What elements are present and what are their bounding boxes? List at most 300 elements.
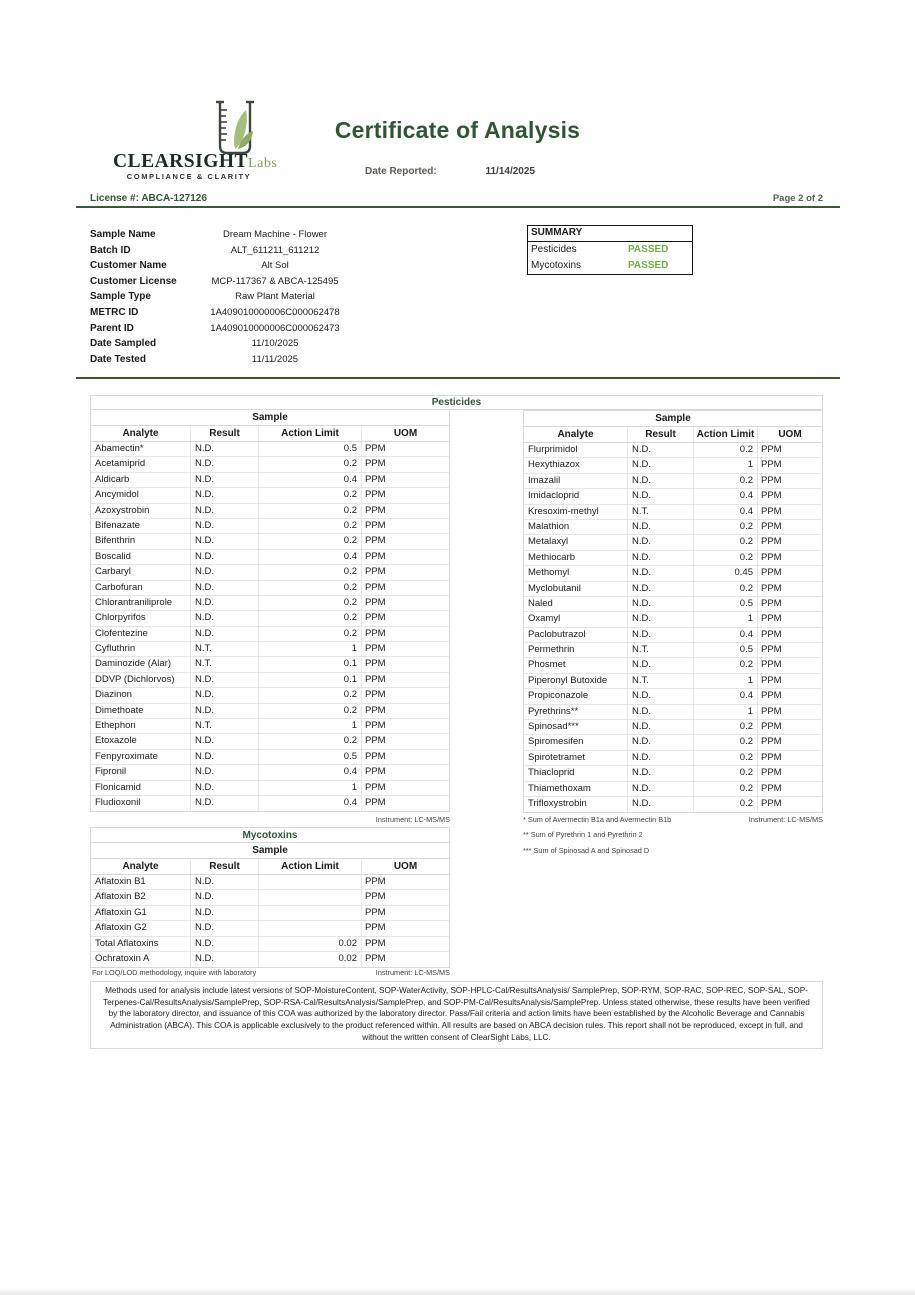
result-cell: N.D. — [191, 765, 259, 779]
table-row — [91, 657, 449, 672]
column-header: Result — [191, 426, 259, 441]
table-row — [91, 581, 449, 596]
uom-cell: PPM — [761, 782, 782, 794]
loq-lod-note: For LOQ/LOD methodology, inquire with laboratory — [92, 968, 257, 977]
action-limit-cell: 0.2 — [259, 611, 362, 625]
result-cell: N.D. — [191, 906, 259, 920]
sample-info-value: 1A409010000006C000062473 — [210, 322, 340, 334]
instrument-note-left: Instrument: LC-MS/MS — [375, 815, 450, 824]
uom-cell: PPM — [365, 922, 386, 934]
table-row — [524, 628, 822, 643]
uom-cell: PPM — [365, 735, 386, 747]
uom-cell: PPM — [365, 489, 386, 501]
action-limit-cell: 0.2 — [694, 443, 758, 457]
table-row — [91, 796, 449, 811]
sample-info-row — [90, 227, 365, 243]
logo-name — [113, 151, 277, 173]
analyte-cell: Aflatoxin G1 — [91, 906, 191, 920]
sample-info-value: 1A409010000006C000062478 — [210, 306, 340, 318]
uom-cell: PPM — [365, 891, 386, 903]
result-cell: N.T. — [191, 642, 259, 656]
action-limit-cell — [259, 906, 362, 920]
pesticides-title: Pesticides — [90, 395, 823, 410]
result-cell: N.D. — [191, 750, 259, 764]
action-limit-cell: 0.4 — [694, 628, 758, 642]
table-row — [91, 473, 449, 488]
analyte-cell: Trifloxystrobin — [524, 797, 628, 812]
sample-info-value: 11/11/2025 — [251, 353, 299, 365]
analyte-cell: Permethrin — [524, 643, 628, 657]
result-cell: N.D. — [191, 488, 259, 502]
analyte-cell: Pyrethrins** — [524, 705, 628, 719]
analyte-cell: Carbofuran — [91, 581, 191, 595]
summary-analysis-label: Pesticides — [531, 244, 577, 255]
analyte-cell: Kresoxim-methyl — [524, 505, 628, 519]
table-row — [524, 643, 822, 658]
action-limit-cell: 0.45 — [694, 566, 758, 580]
analyte-cell: Cyfluthrin — [91, 642, 191, 656]
table-row — [524, 751, 822, 766]
result-cell: N.D. — [628, 797, 694, 812]
table-row — [524, 582, 822, 597]
uom-cell: PPM — [761, 520, 782, 532]
table-row — [91, 688, 449, 703]
table-row — [91, 673, 449, 688]
table-row — [524, 674, 822, 689]
column-header: Analyte — [91, 426, 191, 441]
footnote-abamectin: * Sum of Avermectin B1a and Avermectin B1b — [523, 815, 672, 824]
action-limit-cell: 0.4 — [694, 505, 758, 519]
action-limit-cell: 1 — [694, 612, 758, 626]
table-row — [524, 535, 822, 550]
table-row — [91, 937, 449, 952]
action-limit-cell: 0.2 — [694, 751, 758, 765]
result-cell: N.D. — [191, 611, 259, 625]
uom-cell: PPM — [761, 567, 782, 579]
analyte-cell: Imazalil — [524, 474, 628, 488]
table-row — [91, 765, 449, 780]
table-row — [91, 890, 449, 905]
action-limit-cell: 0.5 — [259, 442, 362, 456]
action-limit-cell: 0.2 — [694, 735, 758, 749]
sample-info-label: Sample Name — [90, 229, 156, 240]
result-cell: N.D. — [628, 628, 694, 642]
analyte-cell: Daminozide (Alar) — [91, 657, 191, 671]
analyte-cell: Aflatoxin B2 — [91, 890, 191, 904]
uom-cell: PPM — [365, 566, 386, 578]
result-cell: N.T. — [628, 643, 694, 657]
analyte-cell: Clofentezine — [91, 627, 191, 641]
table-row — [91, 519, 449, 534]
action-limit-cell: 0.2 — [694, 582, 758, 596]
uom-cell: PPM — [365, 458, 386, 470]
pesticides-footnote: *** Sum of Spinosad A and Spinosad D — [523, 846, 650, 856]
disclaimer-box: Methods used for analysis include latest versions of SOP-MoistureContent, SOP-WaterActivity, SOP-HPLC-Cal/ResultsAnalysis/ SamplePrep, SOP-RYM, SOP-RAC, SOP-REC, SOP-SAL, SOP-Terpenes-Cal/ResultsAnalysis/SamplePrep, SOP-RSA-Cal/ResultsAnalysis/SamplePrep, and SOP-PM-Cal/ResultsAnalysis/SamplePrep. Unless stated otherwise, these results have been verified by the laboratory director, and issuance of this COA was authorized by the laboratory director. Pass/Fail criteria and action limits have been established by the Alcoholic Beverage and Cannabis Administration (ABCA). This COA is applicable exclusively to the product referenced within. All results are based on ABCA decision rules. This report shall not be reproduced, except in full, and without the written consent of ClearSight Labs, LLC. — [90, 981, 823, 1049]
sample-info-label: Parent ID — [90, 322, 134, 334]
result-cell: N.T. — [191, 719, 259, 733]
result-cell: N.D. — [191, 504, 259, 518]
analyte-cell: Ancymidol — [91, 488, 191, 502]
uom-cell: PPM — [761, 721, 782, 733]
result-cell: N.D. — [191, 937, 259, 951]
analyte-cell: Acetamiprid — [91, 457, 191, 471]
table-row — [91, 642, 449, 657]
uom-cell: PPM — [365, 796, 386, 808]
uom-cell: PPM — [761, 490, 782, 502]
sample-info-label: METRC ID — [90, 306, 139, 318]
action-limit-cell: 0.02 — [259, 937, 362, 951]
action-limit-cell: 0.2 — [694, 720, 758, 734]
table-row — [524, 797, 822, 812]
sample-info — [90, 227, 365, 367]
action-limit-cell: 1 — [694, 705, 758, 719]
action-limit-cell: 0.4 — [259, 765, 362, 779]
result-cell: N.D. — [628, 705, 694, 719]
result-cell: N.D. — [191, 673, 259, 687]
action-limit-cell — [259, 890, 362, 904]
analyte-cell: Aflatoxin B1 — [91, 875, 191, 889]
analyte-cell: Naled — [524, 597, 628, 611]
action-limit-cell: 1 — [259, 642, 362, 656]
table-row — [91, 875, 449, 890]
column-header: Action Limit — [259, 859, 362, 874]
summary-row — [528, 258, 692, 274]
action-limit-cell: 0.02 — [259, 952, 362, 967]
table-header-row — [91, 426, 449, 442]
action-limit-cell: 0.2 — [259, 504, 362, 518]
action-limit-cell: 0.5 — [694, 643, 758, 657]
analyte-cell: Aflatoxin G2 — [91, 921, 191, 935]
action-limit-cell: 1 — [694, 458, 758, 472]
sample-info-row — [90, 289, 365, 305]
uom-cell: PPM — [365, 535, 386, 547]
table-sample-header: Sample — [91, 843, 449, 859]
result-cell: N.D. — [191, 796, 259, 811]
result-cell: N.D. — [191, 734, 259, 748]
logo-clearsight-text: CLEARSIGHT — [113, 151, 249, 172]
uom-cell: PPM — [365, 596, 386, 608]
uom-cell: PPM — [365, 504, 386, 516]
action-limit-cell: 0.2 — [259, 519, 362, 533]
uom-cell: PPM — [365, 704, 386, 716]
summary-box — [527, 225, 693, 275]
action-limit-cell: 0.5 — [694, 597, 758, 611]
result-cell: N.D. — [628, 458, 694, 472]
uom-cell: PPM — [365, 581, 386, 593]
analyte-cell: Myclobutanil — [524, 582, 628, 596]
sample-info-label: Sample Type — [90, 291, 151, 303]
uom-cell: PPM — [761, 797, 782, 809]
action-limit-cell: 0.2 — [259, 734, 362, 748]
action-limit-cell: 0.2 — [259, 581, 362, 595]
column-header: UOM — [393, 861, 418, 872]
uom-cell: PPM — [365, 643, 386, 655]
result-cell: N.T. — [191, 657, 259, 671]
table-row — [91, 550, 449, 565]
pesticides-table-left — [90, 410, 450, 812]
uom-cell: PPM — [365, 876, 386, 887]
analyte-cell: Boscalid — [91, 550, 191, 564]
table-row — [524, 443, 822, 458]
result-cell: N.D. — [191, 890, 259, 904]
result-cell: N.D. — [628, 597, 694, 611]
table-row — [91, 457, 449, 472]
result-cell: N.D. — [628, 551, 694, 565]
table-row — [524, 612, 822, 627]
action-limit-cell: 0.2 — [259, 627, 362, 641]
analyte-cell: Paclobutrazol — [524, 628, 628, 642]
action-limit-cell: 0.2 — [694, 474, 758, 488]
table-row — [91, 719, 449, 734]
table-row — [524, 720, 822, 735]
action-limit-cell: 0.2 — [694, 782, 758, 796]
table-header-row — [91, 859, 449, 875]
sample-info-value: 11/10/2025 — [251, 338, 299, 350]
action-limit-cell — [259, 875, 362, 889]
uom-cell: PPM — [365, 937, 386, 949]
uom-cell: PPM — [761, 705, 782, 717]
result-cell: N.D. — [191, 550, 259, 564]
sample-info-label: Date Tested — [90, 353, 146, 365]
result-cell: N.D. — [628, 751, 694, 765]
column-header: Result — [628, 427, 694, 442]
analyte-cell: Fenpyroximate — [91, 750, 191, 764]
result-cell: N.D. — [191, 457, 259, 471]
action-limit-cell: 0.1 — [259, 657, 362, 671]
uom-cell: PPM — [761, 582, 782, 594]
pesticides-footnote: ** Sum of Pyrethrin 1 and Pyrethrin 2 — [523, 830, 643, 839]
analyte-cell: Spinosad*** — [524, 720, 628, 734]
result-cell: N.T. — [628, 505, 694, 519]
page-bottom-shadow — [0, 1288, 915, 1295]
analyte-cell: Thiacloprid — [524, 766, 628, 780]
sample-info-value: Dream Machine - Flower — [223, 229, 327, 240]
sample-info-label: Customer License — [90, 275, 177, 287]
uom-cell: PPM — [365, 519, 386, 531]
action-limit-cell: 0.2 — [694, 766, 758, 780]
page-indicator: Page 2 of 2 — [772, 193, 823, 204]
uom-cell: PPM — [365, 750, 386, 762]
uom-cell: PPM — [761, 459, 782, 471]
table-row — [91, 565, 449, 580]
action-limit-cell: 0.2 — [259, 565, 362, 579]
analyte-cell: Spiromesifen — [524, 735, 628, 749]
sample-info-label: Batch ID — [90, 244, 131, 256]
table-row — [91, 504, 449, 519]
result-cell: N.D. — [191, 519, 259, 533]
instrument-note-myco: Instrument: LC-MS/MS — [375, 968, 450, 977]
sample-info-row — [90, 243, 365, 259]
analyte-cell: Ethephon — [91, 719, 191, 733]
table-row — [91, 611, 449, 626]
table-row — [524, 597, 822, 612]
table-row — [524, 735, 822, 750]
date-reported-value: 11/14/2025 — [485, 166, 535, 177]
action-limit-cell: 0.2 — [259, 457, 362, 471]
column-header: Analyte — [524, 427, 628, 442]
result-cell: N.D. — [628, 582, 694, 596]
table-sample-header: Sample — [524, 411, 822, 427]
table-row — [91, 781, 449, 796]
table-row — [524, 566, 822, 581]
logo-tagline: COMPLIANCE & CLARITY — [126, 172, 252, 181]
column-header: UOM — [393, 428, 418, 439]
uom-cell: PPM — [365, 627, 386, 639]
sample-info-value: Alt Sol — [261, 260, 289, 272]
result-cell: N.D. — [628, 735, 694, 749]
analyte-cell: Oxamyl — [524, 612, 628, 626]
column-header: Action Limit — [694, 427, 758, 442]
table-row — [524, 474, 822, 489]
analyte-cell: Aldicarb — [91, 473, 191, 487]
table-row — [91, 952, 449, 967]
license-number: License #: ABCA-127126 — [90, 193, 207, 204]
date-reported-row — [365, 166, 535, 177]
result-cell: N.D. — [191, 704, 259, 718]
table-row — [524, 782, 822, 797]
table-row — [91, 704, 449, 719]
action-limit-cell: 0.2 — [694, 658, 758, 672]
table-row — [91, 921, 449, 936]
sample-info-value: Raw Plant Material — [235, 291, 315, 303]
analyte-cell: Propiconazole — [524, 689, 628, 703]
result-cell: N.D. — [191, 581, 259, 595]
analyte-cell: Chlorpyrifos — [91, 611, 191, 625]
status-badge: PASSED — [628, 244, 669, 255]
result-cell: N.D. — [191, 921, 259, 935]
result-cell: N.D. — [628, 720, 694, 734]
action-limit-cell: 0.4 — [694, 689, 758, 703]
action-limit-cell: 0.2 — [259, 534, 362, 548]
uom-cell: PPM — [365, 473, 386, 485]
result-cell: N.D. — [191, 688, 259, 702]
analyte-cell: Thiamethoxam — [524, 782, 628, 796]
page-title: Certificate of Analysis — [334, 117, 581, 143]
uom-cell: PPM — [365, 550, 386, 562]
result-cell: N.D. — [628, 535, 694, 549]
table-row — [524, 520, 822, 535]
table-row — [524, 551, 822, 566]
table-row — [91, 906, 449, 921]
uom-cell: PPM — [365, 612, 386, 624]
analyte-cell: Flurprimidol — [524, 443, 628, 457]
uom-cell: PPM — [761, 767, 782, 779]
result-cell: N.D. — [628, 443, 694, 457]
analyte-cell: Piperonyl Butoxide — [524, 674, 628, 688]
table-sample-header: Sample — [91, 410, 449, 426]
uom-cell: PPM — [761, 597, 782, 609]
table-row — [91, 750, 449, 765]
action-limit-cell: 0.2 — [694, 520, 758, 534]
summary-title: SUMMARY — [528, 226, 692, 242]
uom-cell: PPM — [365, 443, 386, 454]
sample-info-label: Date Sampled — [90, 338, 157, 350]
analyte-cell: Methiocarb — [524, 551, 628, 565]
result-cell: N.D. — [191, 781, 259, 795]
table-row — [91, 534, 449, 549]
uom-cell: PPM — [761, 736, 782, 748]
table-row — [524, 689, 822, 704]
analyte-cell: Bifenthrin — [91, 534, 191, 548]
uom-cell: PPM — [365, 673, 386, 685]
action-limit-cell: 1 — [259, 781, 362, 795]
result-cell: N.D. — [191, 442, 259, 456]
result-cell: N.D. — [628, 566, 694, 580]
mycotoxins-table — [90, 843, 450, 968]
table-row — [91, 488, 449, 503]
analyte-cell: Etoxazole — [91, 734, 191, 748]
summary-row — [528, 242, 692, 258]
action-limit-cell — [259, 921, 362, 935]
analyte-cell: Hexythiazox — [524, 458, 628, 472]
analyte-cell: Diazinon — [91, 688, 191, 702]
result-cell: N.D. — [628, 782, 694, 796]
date-reported-label: Date Reported: — [365, 166, 437, 177]
analyte-cell: Fludioxonil — [91, 796, 191, 811]
table-row — [524, 505, 822, 520]
result-cell: N.D. — [191, 875, 259, 889]
column-header: UOM — [778, 429, 802, 440]
analyte-cell: Abamectin* — [91, 442, 191, 456]
action-limit-cell: 0.4 — [259, 550, 362, 564]
result-cell: N.D. — [628, 766, 694, 780]
table-row — [524, 658, 822, 673]
action-limit-cell: 1 — [694, 674, 758, 688]
analyte-cell: Fipronil — [91, 765, 191, 779]
uom-cell: PPM — [761, 536, 782, 548]
table-header-row — [524, 427, 822, 443]
result-cell: N.D. — [191, 473, 259, 487]
summary-analysis-label: Mycotoxins — [531, 259, 582, 271]
table-row — [91, 442, 449, 457]
result-cell: N.D. — [628, 520, 694, 534]
uom-cell: PPM — [365, 720, 386, 732]
sample-info-row — [90, 305, 365, 321]
action-limit-cell: 0.4 — [259, 796, 362, 811]
action-limit-cell: 0.2 — [259, 688, 362, 702]
column-header: Analyte — [91, 859, 191, 874]
table-row — [524, 489, 822, 504]
section-divider — [76, 377, 840, 379]
action-limit-cell: 0.4 — [259, 473, 362, 487]
action-limit-cell: 1 — [259, 719, 362, 733]
uom-cell: PPM — [761, 628, 782, 640]
action-limit-cell: 0.2 — [694, 551, 758, 565]
table-row — [524, 458, 822, 473]
result-cell: N.D. — [628, 474, 694, 488]
uom-cell: PPM — [761, 644, 782, 656]
logo-labs-text: Labs — [248, 156, 278, 171]
table-row — [524, 705, 822, 720]
table-row — [91, 734, 449, 749]
analyte-cell: DDVP (Dichlorvos) — [91, 673, 191, 687]
uom-cell: PPM — [365, 658, 386, 670]
sample-info-row — [90, 321, 365, 337]
result-cell: N.D. — [628, 689, 694, 703]
action-limit-cell: 0.2 — [259, 488, 362, 502]
mycotoxins-title: Mycotoxins — [90, 827, 450, 843]
analyte-cell: Flonicamid — [91, 781, 191, 795]
analyte-cell: Spirotetramet — [524, 751, 628, 765]
analyte-cell: Methomyl — [524, 566, 628, 580]
analyte-cell: Phosmet — [524, 658, 628, 672]
table-row — [91, 627, 449, 642]
pesticides-footnotes — [523, 830, 649, 863]
sample-info-value: ALT_611211_611212 — [230, 244, 320, 256]
sample-info-value: MCP-117367 & ABCA-125495 — [211, 275, 339, 287]
uom-cell: PPM — [761, 444, 782, 455]
analyte-cell: Metalaxyl — [524, 535, 628, 549]
